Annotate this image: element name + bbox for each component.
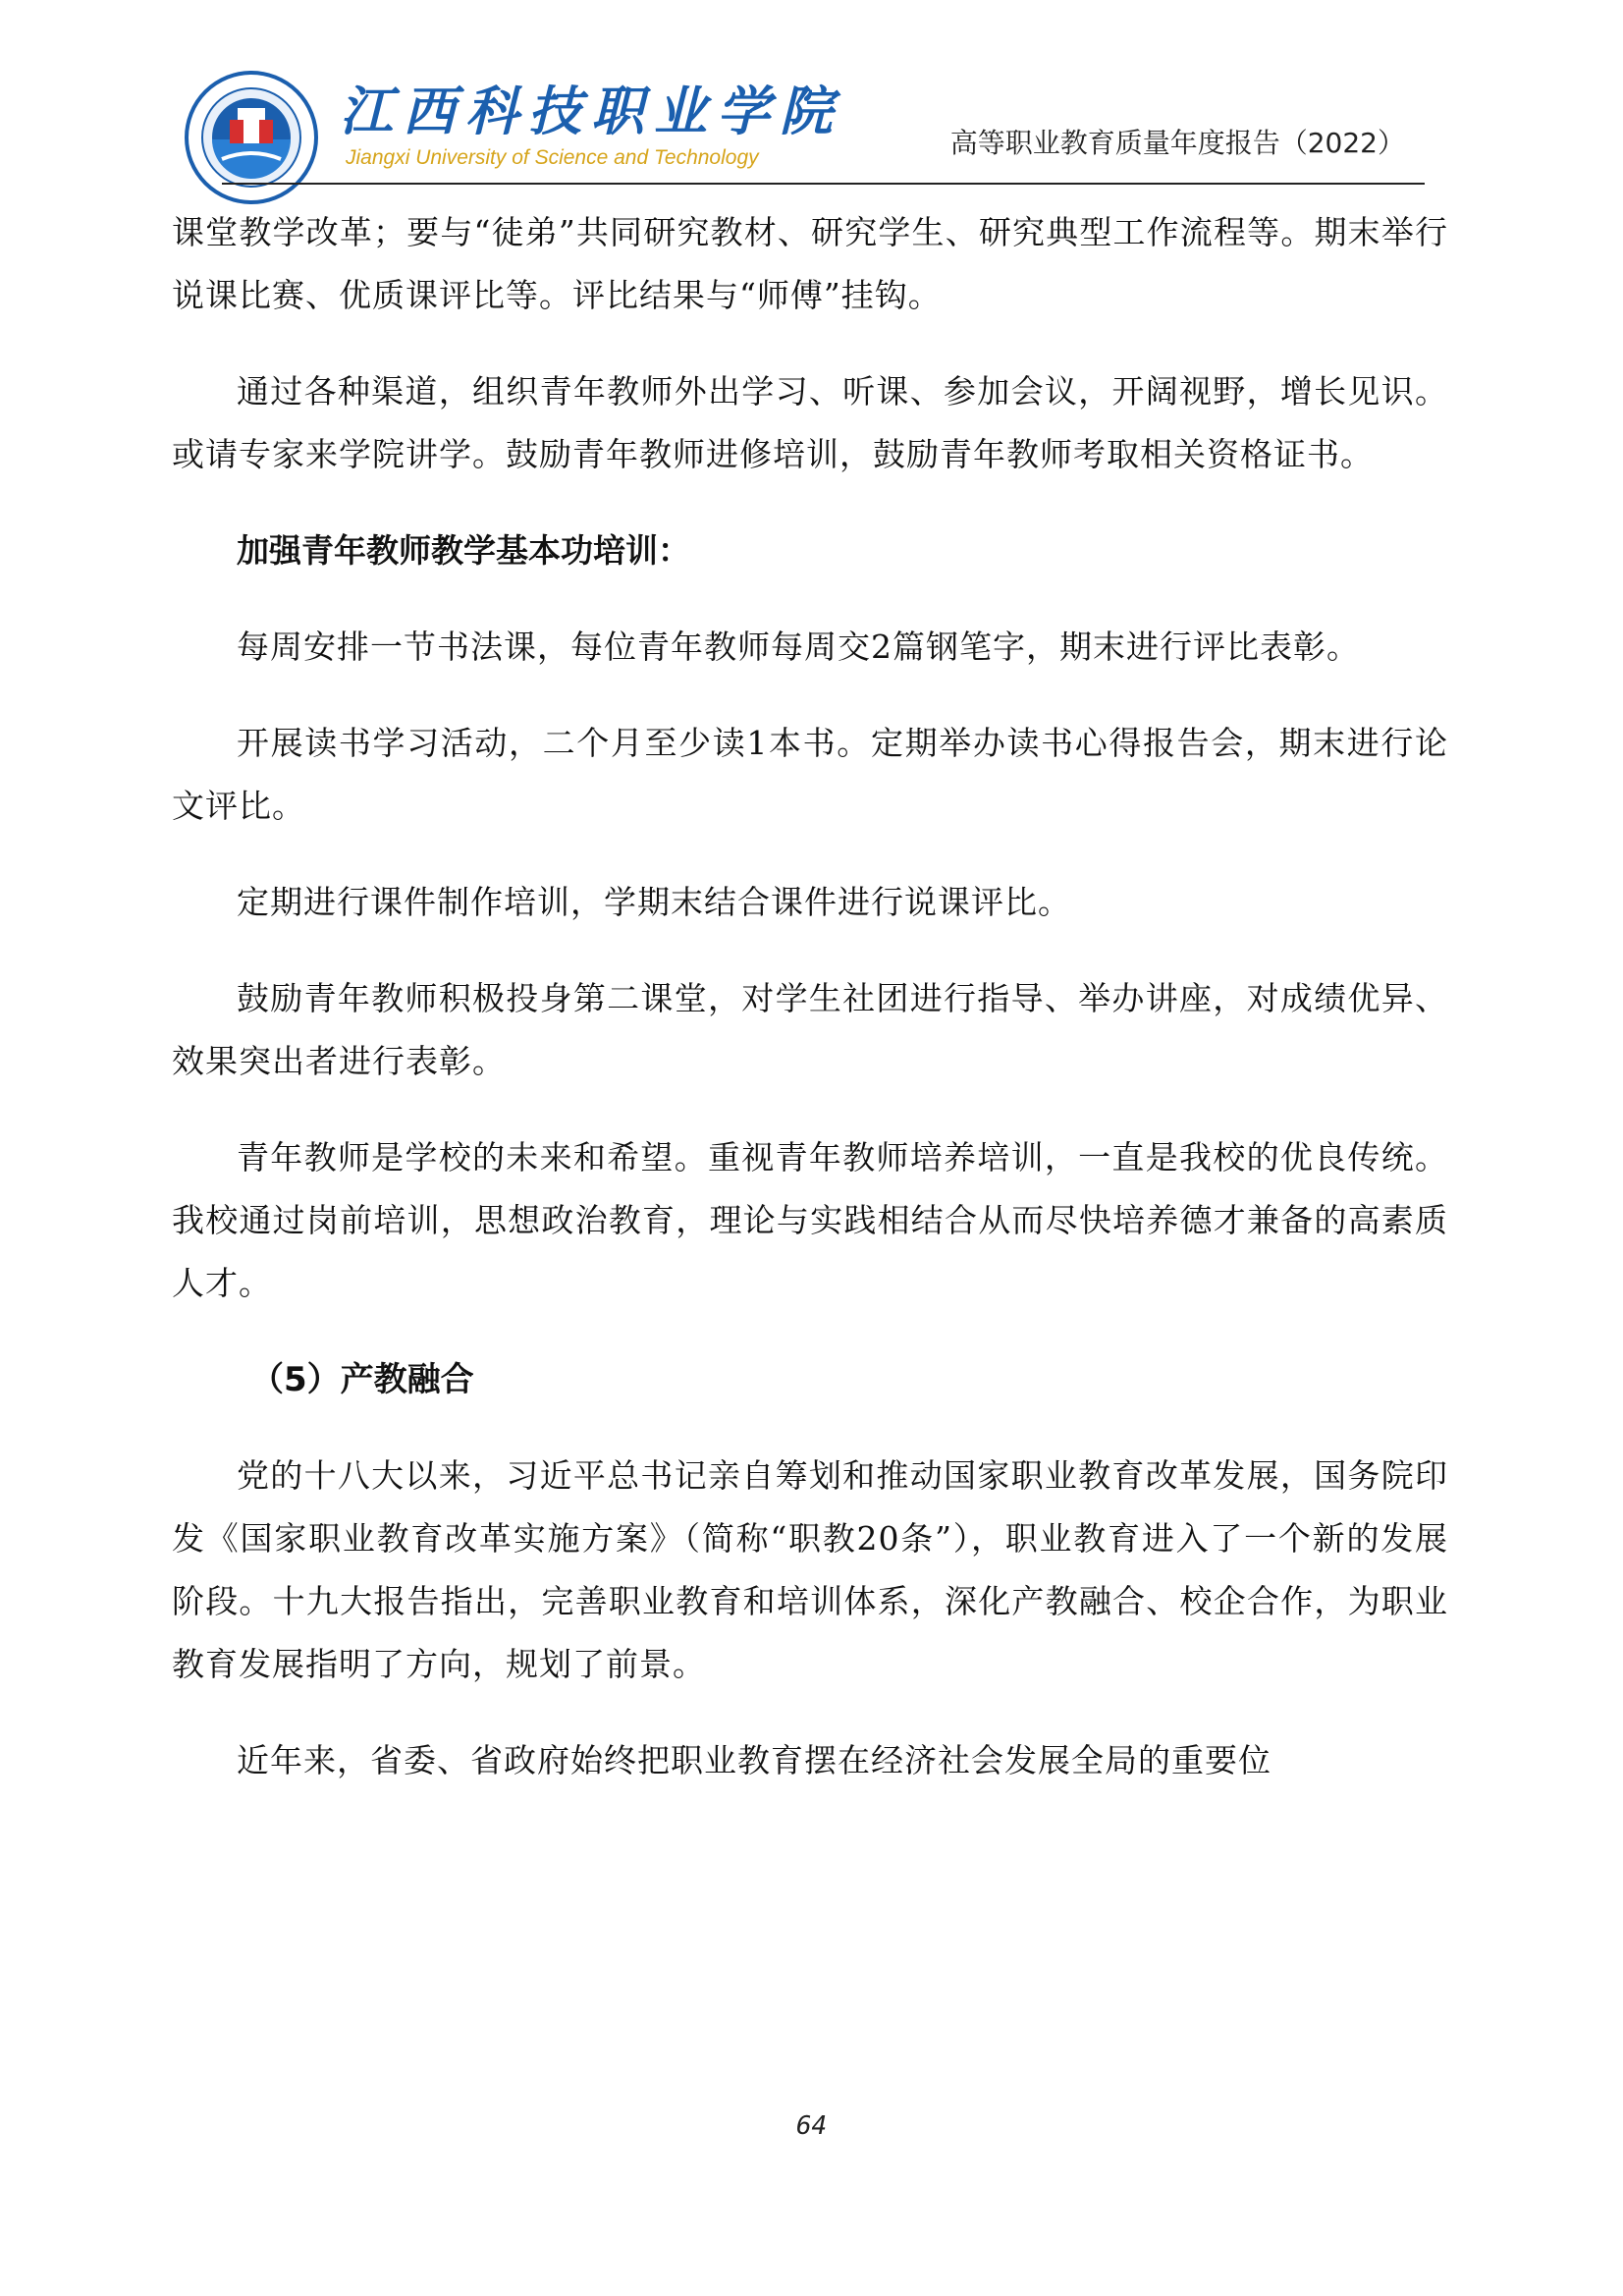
page-number: 64 [795,2111,828,2141]
paragraph: 鼓励青年教师积极投身第二课堂，对学生社团进行指导、举办讲座，对成绩优异、效果突出者进行表彰。 [172,979,1448,1080]
paragraph: 近年来，省委、省政府始终把职业教育摆在经济社会发展全局的重要位 [237,1741,1271,1779]
university-seal-icon [183,69,320,206]
subheading: 加强青年教师教学基本功培训： [237,531,690,570]
section-heading: （5）产教融合 [250,1360,474,1399]
document-body [172,201,1448,1792]
report-title: 高等职业教育质量年度报告（2022） [949,127,1405,159]
school-name-cn: 江西科技职业学院 [340,81,842,142]
header-divider [222,183,1425,185]
paragraph: 青年教师是学校的未来和希望。重视青年教师培养培训，一直是我校的优良传统。我校通过岗前培训，思想政治教育，理论与实践相结合从而尽快培养德才兼备的高素质人才。 [172,1138,1448,1302]
paragraph: 课堂教学改革；要与“徒弟”共同研究教材、研究学生、研究典型工作流程等。期末举行说课比赛、优质课评比等。评比结果与“师傅”挂钩。 [172,213,1448,314]
school-name-en: Jiangxi University of Science and Technology [346,146,759,169]
page-header [183,55,1425,192]
paragraph: 通过各种渠道，组织青年教师外出学习、听课、参加会议，开阔视野，增长见识。或请专家来学院讲学。鼓励青年教师进修培训，鼓励青年教师考取相关资格证书。 [172,372,1448,473]
paragraph: 定期进行课件制作培训，学期末结合课件进行说课评比。 [237,883,1071,921]
paragraph: 开展读书学习活动，二个月至少读1本书。定期举办读书心得报告会，期末进行论文评比。 [172,724,1448,825]
paragraph: 每周安排一节书法课，每位青年教师每周交2篇钢笔字，期末进行评比表彰。 [237,628,1360,666]
paragraph: 党的十八大以来，习近平总书记亲自筹划和推动国家职业教育改革发展，国务院印发《国家职业教育改革实施方案》（简称“职教20条”），职业教育进入了一个新的发展阶段。十九大报告指出，完善职业教育和培训体系，深化产教融合、校企合作，为职业教育发展指明了方向，规划了前景。 [172,1456,1448,1683]
